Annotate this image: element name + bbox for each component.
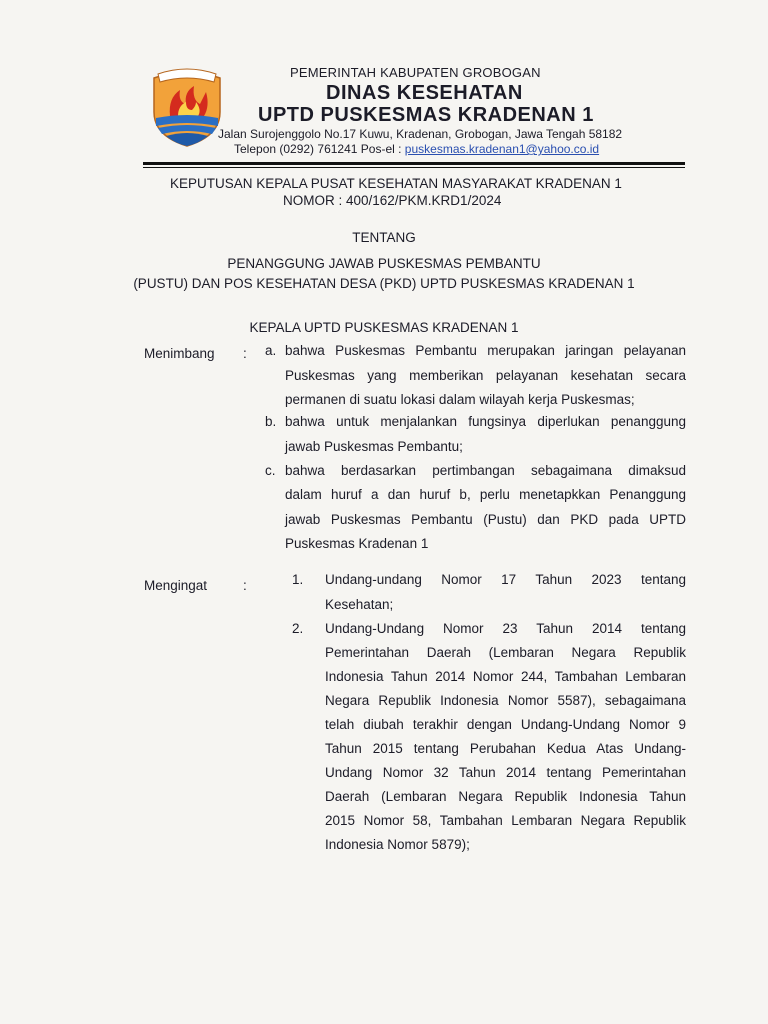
mengingat-2-line8: Daerah (Lembaran Negara Republik Indonesia Tahun [325,789,686,804]
menimbang-c-line4: Puskesmas Kradenan 1 [285,536,429,551]
letterhead-divider-thick [143,162,685,165]
mengingat-1-line1: Undang-undang Nomor 17 Tahun 2023 tentang [325,572,686,587]
decree-issuer: KEPALA UPTD PUSKESMAS KRADENAN 1 [249,320,519,335]
menimbang-label: Menimbang [144,346,215,361]
letterhead-unit: UPTD PUSKESMAS KRADENAN 1 [258,104,594,126]
decree-tentang: TENTANG [352,230,416,245]
mengingat-key-2: 2. [292,621,304,636]
menimbang-key-b: b. [265,414,277,429]
letterhead-phone: Telepon (0292) 761241 Pos-el : [234,142,405,156]
menimbang-c-line1: bahwa berdasarkan pertimbangan sebagaimana dimaksud [285,463,686,478]
mengingat-label: Mengingat [144,578,208,593]
decree-number: NOMOR : 400/162/PKM.KRD1/2024 [283,193,502,208]
menimbang-colon: : [243,346,247,361]
mengingat-2-line9: 2015 Nomor 58, Tambahan Lembaran Negara Republik [325,813,686,828]
mengingat-2-line4: Negara Republik Indonesia Nomor 5587), sebagaimana [325,693,686,708]
email-link[interactable]: puskesmas.kradenan1@yahoo.co.id [404,142,600,156]
mengingat-2-line5: telah diubah terakhir dengan Undang-Undang Nomor 9 [325,717,686,732]
letterhead-government: PEMERINTAH KABUPATEN GROBOGAN [290,65,541,80]
menimbang-c-line3: jawab Puskesmas Pembantu (Pustu) dan PKD pada UPTD [285,512,686,527]
letterhead-address: Jalan Surojenggolo No.17 Kuwu, Kradenan, Grobogan, Jawa Tengah 58182 [218,127,623,141]
menimbang-key-c: c. [265,463,276,478]
menimbang-c-line2: dalam huruf a dan huruf b, perlu menetapkkan Penanggung [285,487,686,502]
decree-title: KEPUTUSAN KEPALA PUSAT KESEHATAN MASYARAKAT KRADENAN 1 [170,176,622,191]
letterhead-agency: DINAS KESEHATAN [326,82,523,104]
decree-subject-line2: (PUSTU) DAN POS KESEHATAN DESA (PKD) UPTD PUSKESMAS KRADENAN 1 [133,276,635,291]
mengingat-2-line10: Indonesia Nomor 5879); [325,837,470,852]
regency-emblem-logo [148,68,226,148]
mengingat-1-line2: Kesehatan; [325,597,394,612]
mengingat-colon: : [243,578,247,593]
mengingat-2-line1: Undang-Undang Nomor 23 Tahun 2014 tentang [325,621,686,636]
menimbang-key-a: a. [265,343,277,358]
mengingat-2-line2: Pemerintahan Daerah (Lembaran Negara Republik [325,645,686,660]
mengingat-2-line6: Tahun 2015 tentang Perubahan Kedua Atas Undang- [325,741,686,756]
menimbang-a-line2: Puskesmas yang memberikan pelayanan kesehatan secara [285,368,686,383]
menimbang-b-line2: jawab Puskesmas Pembantu; [285,439,463,454]
decree-subject-line1: PENANGGUNG JAWAB PUSKESMAS PEMBANTU [227,256,541,271]
menimbang-b-line1: bahwa untuk menjalankan fungsinya diperlukan penanggung [285,414,686,429]
menimbang-a-line1: bahwa Puskesmas Pembantu merupakan jaringan pelayanan [285,343,686,358]
letterhead-divider-thin [143,167,685,168]
mengingat-2-line3: Indonesia Tahun 2014 Nomor 244, Tambahan Lembaran [325,669,686,684]
letterhead-contact [234,142,599,156]
mengingat-key-1: 1. [292,572,304,587]
menimbang-a-line3: permanen di suatu lokasi dalam wilayah kerja Puskesmas; [285,392,635,407]
mengingat-2-line7: Undang Nomor 32 Tahun 2014 tentang Pemerintahan [325,765,686,780]
